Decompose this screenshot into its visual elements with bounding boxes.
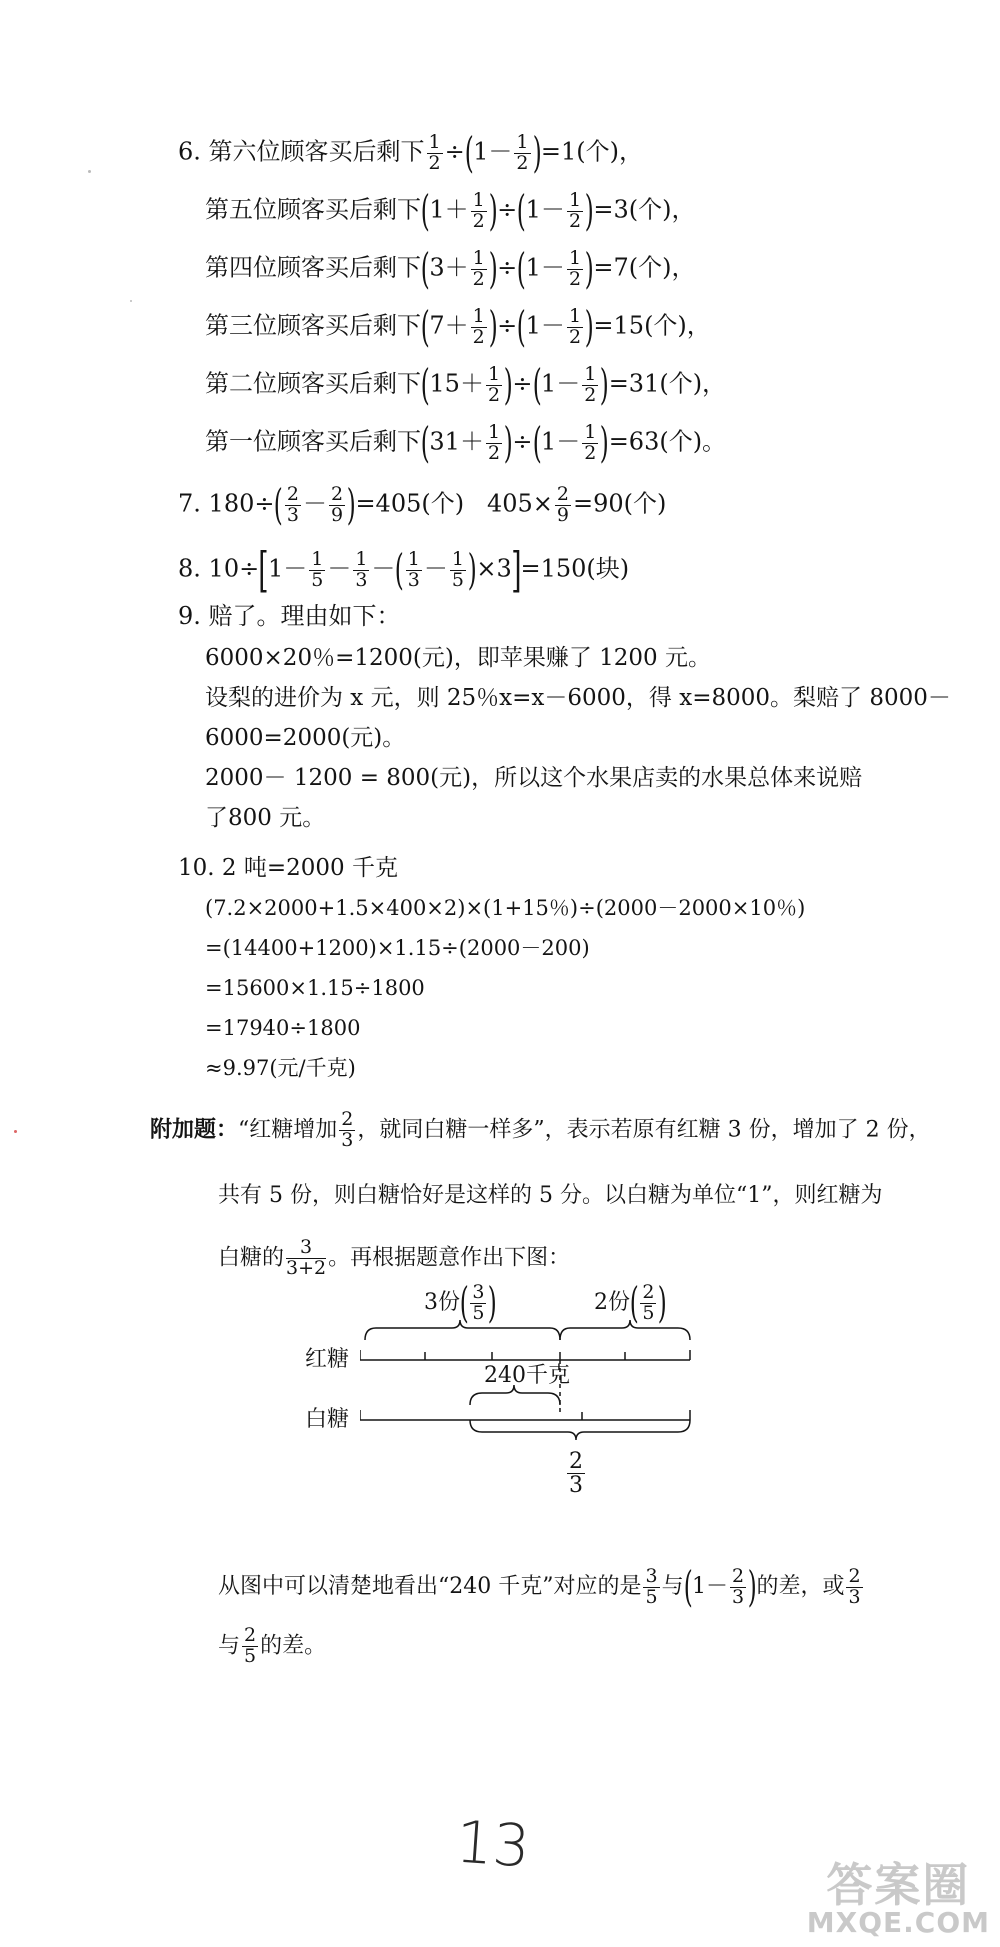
q10-line-2: (7.2×2000+1.5×400×2)×(1+15％)÷(2000－2000×10％) [205,896,806,920]
q10-line-6: ≈9.97(元/千克) [205,1056,356,1080]
diagram-white-label: 白糖 [305,1407,350,1432]
watermark-url: MXQE.COM [806,1906,990,1940]
watermark-text: 答案圈 [826,1858,971,1913]
q10-line-4: =15600×1.15÷1800 [205,976,425,1000]
q10-line-5: =17940÷1800 [205,1016,361,1040]
bar-diagram [360,1280,830,1610]
bonus-line-3: 白糖的 $\frac{3}{3+2}$ 。再根据题意作出下图： [218,1236,571,1279]
bonus-conclusion-1: 从图中可以清楚地看出“240 千克”对应的是 $\frac{3}{5}$ 与(1－ $\frac{2}{3}$ )的差，或 $\frac{2}{3}$ [218,1562,861,1611]
q10-line-1: 10. 2 吨=2000 千克 [178,855,398,881]
q9-line-3: 设梨的进价为 x 元，则 25％x=x－6000，得 x=8000。梨赔了 8000－ [205,685,951,711]
q9-line-6: 了800 元。 [205,805,326,831]
bonus-conclusion-2: 与 $\frac{2}{5}$ 的差。 [218,1624,327,1667]
scan-mark [88,170,91,173]
q9-line-2: 6000×20％=1200(元)，即苹果赚了 1200 元。 [205,645,711,671]
bonus-line-2: 共有 5 份，则白糖恰好是这样的 5 分。以白糖为单位“1”，则红糖为 [218,1183,883,1208]
q9-line-1: 9. 赔了。理由如下： [178,602,401,630]
q6-line-4: 第三位顾客买后剩下(7＋ $\frac{1}{2}$ )÷(1－ $\frac{1}{2}$ )=15(个)， [205,302,711,351]
q9-line-4: 6000=2000(元)。 [205,725,406,751]
diagram-top-left-label: 3份( $\frac{3}{5}$ ) [424,1278,498,1327]
diagram-middle-label: 240千克 [484,1363,570,1388]
bonus-line-1: 附加题：“红糖增加 $\frac{2}{3}$ ，就同白糖一样多”，表示若原有红糖 3 份，增加了 2 份， [150,1108,931,1151]
q6-line-3: 第四位顾客买后剩下(3＋ $\frac{1}{2}$ )÷(1－ $\frac{1}{2}$ )=7(个)， [205,244,696,293]
q6-line-6: 第一位顾客买后剩下(31＋ $\frac{1}{2}$ )÷(1－ $\frac{1}{2}$ )=63(个)。 [205,418,727,467]
diagram-bottom-label: $\frac{2}{3}$ [569,1449,583,1499]
diagram-top-right-label: 2份( $\frac{2}{5}$ ) [594,1278,668,1327]
q10-line-3: =(14400+1200)×1.15÷(2000－200) [205,936,590,960]
q6-line-1: 6. 第六位顾客买后剩下 $\frac{1}{2}$ ÷(1－ $\frac{1}{2}$ )=1(个)， [178,128,644,177]
bonus-label: 附加题 [150,1116,217,1143]
q9-line-5: 2000－ 1200 = 800(元)，所以这个水果店卖的水果总体来说赔 [205,765,863,791]
q6-line-2: 第五位顾客买后剩下(1＋ $\frac{1}{2}$ )÷(1－ $\frac{1}{2}$ )=3(个)， [205,186,696,235]
scan-mark [14,1130,17,1133]
watermark [806,1858,990,1940]
q7-line: 7. 180÷( $\frac{2}{3}$ － $\frac{2}{9}$ )=405(个) 405× $\frac{2}{9}$ =90(个) [178,480,667,529]
page-number: 13 [453,1807,533,1881]
q8-line: 8. 10÷[1－ $\frac{1}{5}$ － $\frac{1}{3}$ －( $\frac{1}{3}$ － $\frac{1}{5}$ )×3]=150(块) [178,542,630,598]
brace-2-3 [470,1420,690,1440]
scan-mark [130,300,132,302]
diagram-red-label: 红糖 [305,1347,350,1372]
q6-line-5: 第二位顾客买后剩下(15＋ $\frac{1}{2}$ )÷(1－ $\frac{1}{2}$ )=31(个)， [205,360,727,409]
